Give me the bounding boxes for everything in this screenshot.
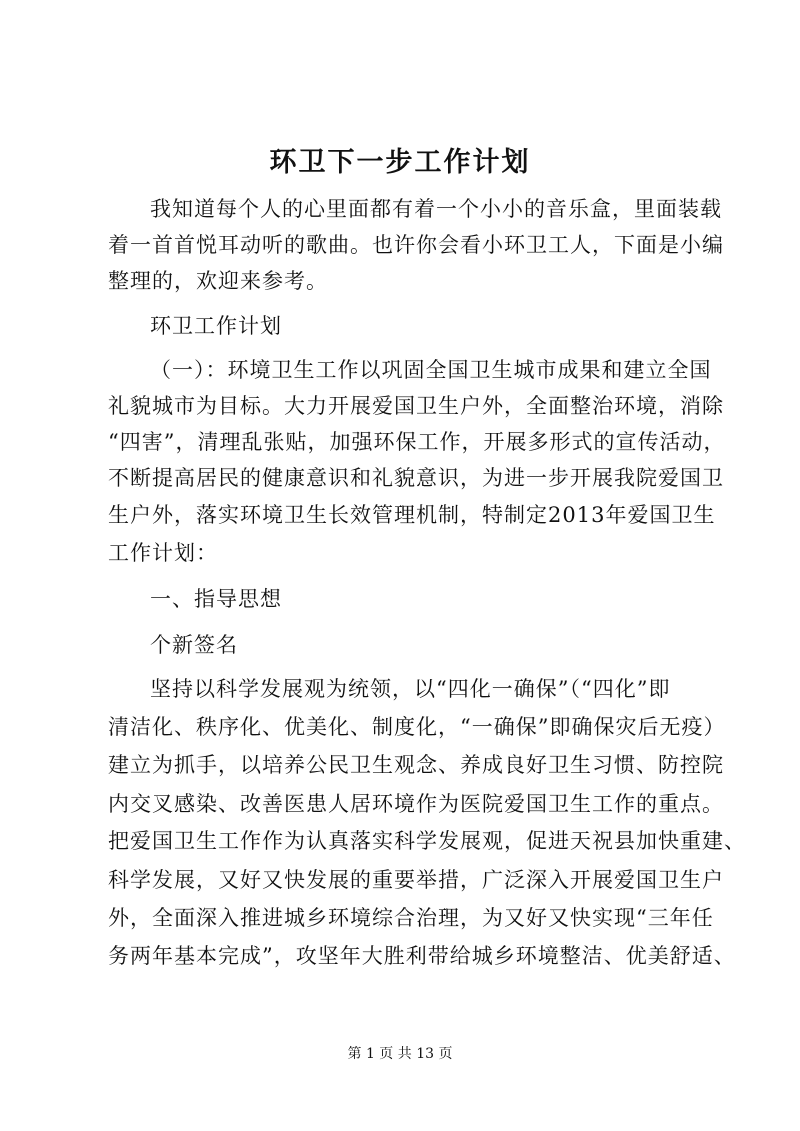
- section-heading-guiding: 一、指导思想: [150, 587, 282, 611]
- body-line-10: 工作计划：: [108, 541, 218, 565]
- body-line-19: 外，全面深入推进城乡环境综合治理，为又好又快实现“三年任: [108, 906, 714, 930]
- body-line-5: （一）：环境卫生工作以巩固全国卫生城市成果和建立全国: [150, 358, 712, 382]
- body-line-3: 整理的，欢迎来参考。: [108, 269, 328, 293]
- body-line-12: 个新签名: [150, 633, 238, 657]
- body-line-18: 科学发展，又好又快发展的重要举措，广泛深入开展爱国卫生户: [108, 868, 724, 892]
- body-line-8: 不断提高居民的健康意识和礼貌意识，为进一步开展我院爱国卫: [108, 466, 724, 490]
- page-footer: 第 1 页 共 13 页: [347, 1046, 453, 1062]
- body-line-17: 把爱国卫生工作作为认真落实科学发展观，促进天祝县加快重建、: [108, 829, 746, 853]
- body-line-15: 建立为抓手，以培养公民卫生观念、养成良好卫生习惯、防控院: [108, 753, 724, 777]
- body-line-7: “四害”，清理乱张贴，加强环保工作，开展多形式的宣传活动，: [108, 430, 726, 454]
- body-line-6: 礼貌城市为目标。大力开展爱国卫生户外，全面整治环境，消除: [108, 394, 724, 418]
- body-line-14: 清洁化、秩序化、优美化、制度化，“一确保”即确保灾后无疫）: [108, 715, 726, 739]
- body-line-20: 务两年基本完成”，攻坚年大胜利带给城乡环境整洁、优美舒适、: [108, 944, 736, 968]
- document-title: 环卫下一步工作计划: [269, 147, 531, 178]
- body-line-2: 着一首首悦耳动听的歌曲。也许你会看小环卫工人，下面是小编: [108, 233, 724, 257]
- body-line-13: 坚持以科学发展观为统领，以“四化一确保”（“四化”即: [150, 677, 671, 701]
- body-line-16: 内交叉感染、改善医患人居环境作为医院爱国卫生工作的重点。: [108, 792, 724, 816]
- body-line-1: 我知道每个人的心里面都有着一个小小的音乐盒，里面装载: [150, 197, 722, 221]
- section-heading-plan: 环卫工作计划: [150, 314, 282, 338]
- body-line-9: 生户外，落实环境卫生长效管理机制，特制定2013年爱国卫生: [108, 503, 716, 527]
